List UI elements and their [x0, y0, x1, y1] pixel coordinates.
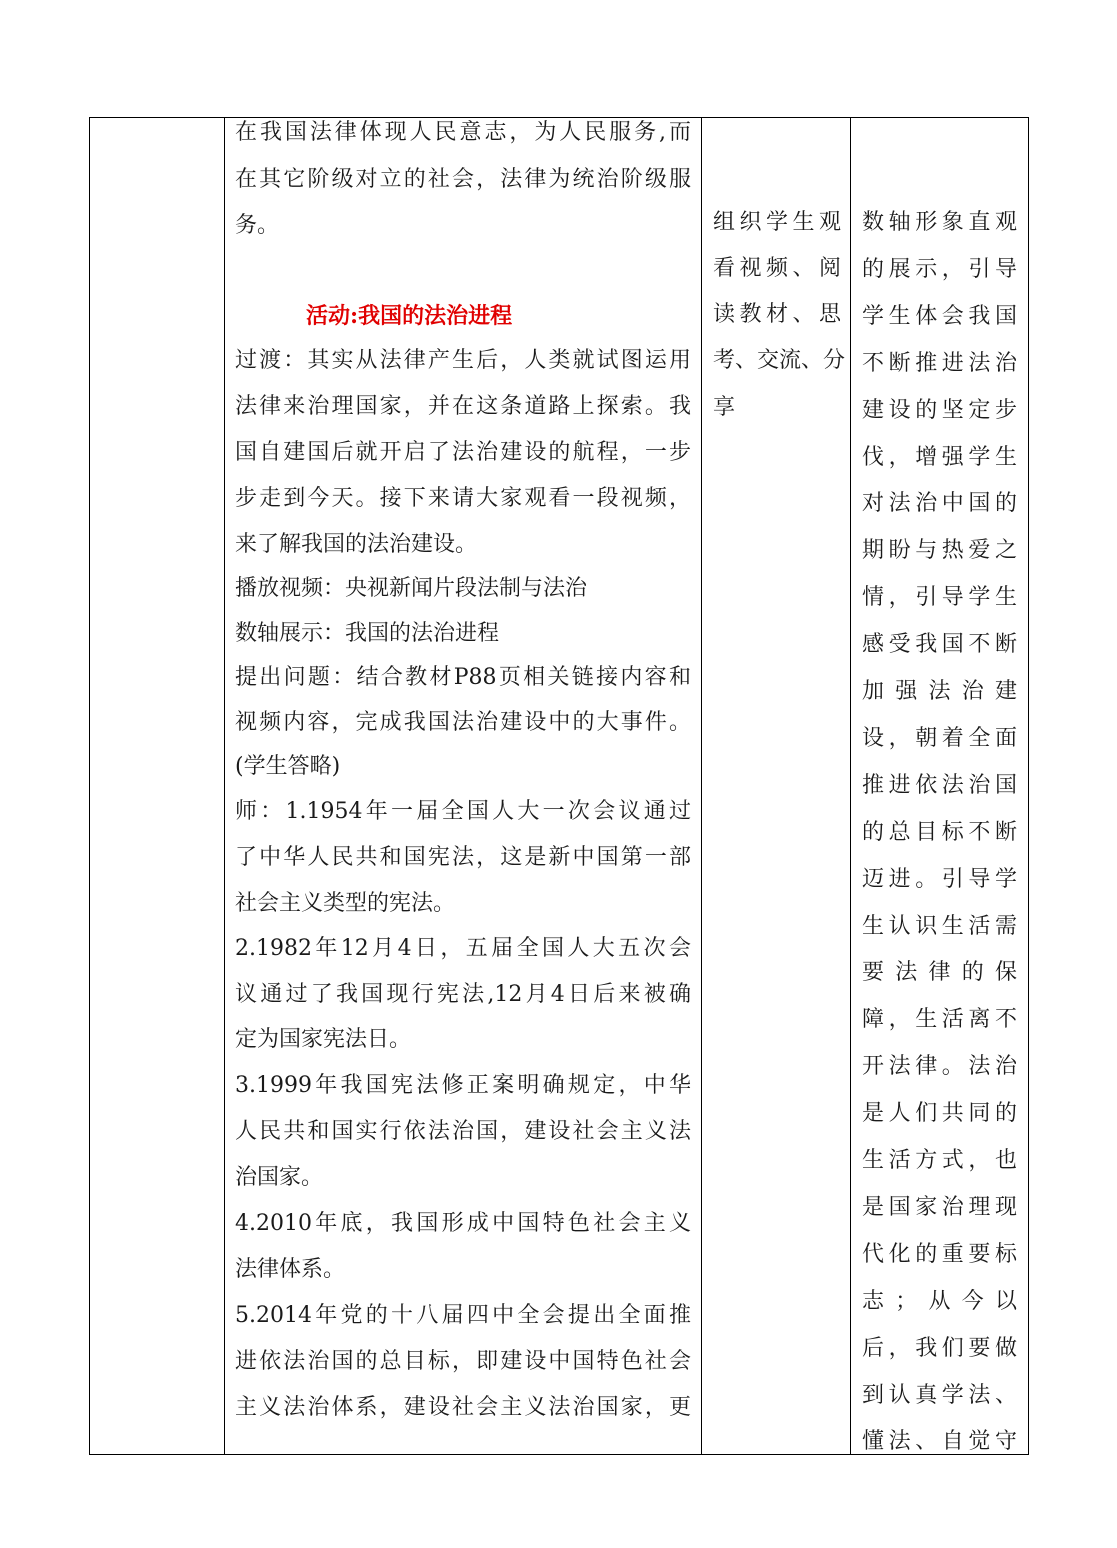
- procedure-line: 4.2010年底，我国形成中国特色社会主义: [235, 1211, 691, 1236]
- student-activity-line: 读教材、思: [713, 302, 841, 327]
- procedure-line: 在其它阶级对立的社会，法律为统治阶级服: [235, 167, 691, 192]
- design-intent-line: 到认真学法、: [862, 1382, 1017, 1408]
- design-intent-line: 志；从今以: [862, 1288, 1017, 1314]
- lesson-plan-table: [89, 117, 1029, 1455]
- design-intent-line: 期盼与热爱之: [862, 538, 1017, 564]
- procedure-line: 提出问题：结合教材P88页相关链接内容和: [235, 665, 691, 690]
- design-intent-line: 是人们共同的: [862, 1101, 1017, 1127]
- design-intent-cell: [851, 118, 1029, 1455]
- student-activity-line: 组织学生观: [713, 210, 841, 235]
- procedure-line: 过渡：其实从法律产生后，人类就试图运用: [235, 348, 691, 373]
- design-intent-line: 加强法治建: [862, 679, 1017, 704]
- design-intent-line: 后，我们要做: [862, 1335, 1017, 1361]
- procedure-line: 来了解我国的法治建设。: [235, 532, 478, 557]
- procedure-line: 进依法治国的总目标，即建设中国特色社会: [235, 1349, 691, 1374]
- design-intent-line: 障，生活离不: [862, 1007, 1017, 1033]
- design-intent-line: 推进依法治国: [862, 772, 1017, 798]
- procedure-line: 数轴展示：我国的法治进程: [235, 621, 500, 646]
- design-intent-line: 懂法、自觉守: [862, 1429, 1017, 1454]
- procedure-line: 播放视频：央视新闻片段法制与法治: [235, 576, 588, 601]
- procedure-line: 法律来治理国家，并在这条道路上探索。我: [235, 394, 691, 419]
- design-intent-line: 的展示，引导: [862, 256, 1017, 282]
- design-intent-line: 学生体会我国: [862, 303, 1017, 329]
- procedure-line: 人民共和国实行依法治国，建设社会主义法: [235, 1119, 691, 1144]
- design-intent-line: 情，引导学生: [862, 585, 1017, 611]
- design-intent-line: 迈进。引导学: [862, 866, 1017, 892]
- student-activity-cell: [702, 118, 851, 1455]
- design-intent-line: 代化的重要标: [862, 1241, 1017, 1267]
- design-intent-line: 不断推进法治: [862, 350, 1017, 376]
- procedure-line: 法律体系。: [235, 1257, 346, 1282]
- procedure-line: 社会主义类型的宪法。: [235, 891, 456, 916]
- design-intent-line: 的总目标不断: [862, 819, 1017, 845]
- procedure-line: 视频内容，完成我国法治建设中的大事件。: [235, 710, 691, 735]
- procedure-line: 3.1999年我国宪法修正案明确规定，中华: [235, 1073, 691, 1098]
- procedure-line: 议通过了我国现行宪法,12月4日后来被确: [235, 982, 691, 1007]
- design-intent-line: 开法律。法治: [862, 1054, 1017, 1080]
- procedure-cell: [225, 118, 702, 1455]
- procedure-line: 国自建国后就开启了法治建设的航程，一步: [235, 440, 691, 465]
- design-intent-line: 感受我国不断: [862, 632, 1017, 658]
- procedure-line: 务。: [235, 213, 280, 238]
- design-intent-line: 是国家治理现: [862, 1194, 1017, 1220]
- student-activity-line: 享: [713, 395, 736, 420]
- design-intent-line: 数轴形象直观: [862, 210, 1017, 235]
- design-intent-line: 生认识生活需: [862, 913, 1017, 939]
- student-activity-line: 考、交流、分: [713, 348, 846, 373]
- design-intent-line: 对法治中国的: [862, 491, 1017, 517]
- procedure-line: 了中华人民共和国宪法，这是新中国第一部: [235, 845, 691, 870]
- procedure-line: 师：1.1954年一届全国人大一次会议通过: [235, 799, 691, 824]
- procedure-line: 定为国家宪法日。: [235, 1027, 412, 1052]
- design-intent-line: 建设的坚定步: [862, 397, 1017, 423]
- stage-cell: [90, 118, 225, 1455]
- design-intent-line: 伐，增强学生: [862, 444, 1017, 470]
- procedure-line: 步走到今天。接下来请大家观看一段视频，: [235, 486, 691, 511]
- procedure-line: 主义法治体系，建设社会主义法治国家，更: [235, 1395, 691, 1420]
- design-intent-line: 设，朝着全面: [862, 725, 1017, 751]
- student-activity-line: 看视频、阅: [713, 256, 841, 281]
- procedure-line: (学生答略): [235, 754, 341, 779]
- design-intent-line: 要法律的保: [862, 960, 1017, 986]
- activity-heading: 活动:我国的法治进程: [306, 303, 513, 329]
- design-intent-line: 生活方式，也: [862, 1148, 1017, 1173]
- table-row: [90, 118, 1029, 1455]
- procedure-line: 治国家。: [235, 1165, 324, 1190]
- procedure-line: 2.1982年12月4日，五届全国人大五次会: [235, 936, 691, 961]
- procedure-line: 在我国法律体现人民意志，为人民服务,而: [235, 120, 691, 145]
- procedure-line: 5.2014年党的十八届四中全会提出全面推: [235, 1303, 691, 1328]
